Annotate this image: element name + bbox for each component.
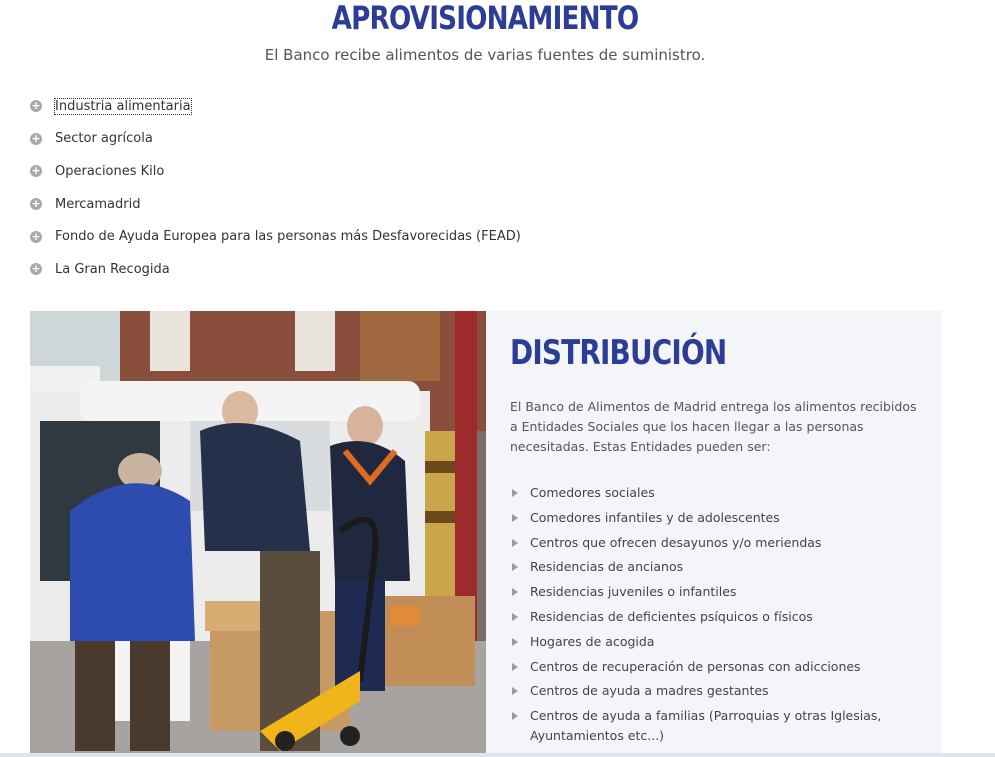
triangle-right-icon: [512, 687, 518, 695]
plus-circle-icon: +: [31, 229, 41, 243]
accordion-item-gran-recogida[interactable]: [30, 253, 730, 286]
accordion-label: Operaciones Kilo: [55, 163, 165, 179]
list-item: Comedores infantiles y de adolescentes: [510, 508, 930, 528]
triangle-right-icon: [512, 588, 518, 596]
accordion-label: Mercamadrid: [55, 196, 141, 212]
list-item: Centros que ofrecen desayunos y/o meriendas: [510, 533, 930, 553]
triangle-right-icon: [512, 712, 518, 720]
aprovisionamiento-title: APROVISIONAMIENTO: [331, 0, 639, 37]
list-item: Residencias de deficientes psíquicos o físicos: [510, 607, 930, 627]
list-item: Residencias de ancianos: [510, 557, 930, 577]
volunteers-photo: [30, 311, 486, 757]
distribucion-title: DISTRIBUCIÓN: [510, 333, 727, 373]
accordion-item-fead[interactable]: [30, 220, 730, 253]
triangle-right-icon: [512, 514, 518, 522]
plus-circle-icon: +: [31, 164, 41, 178]
accordion-label: Industria alimentaria: [55, 98, 191, 114]
list-item: Hogares de acogida: [510, 632, 930, 652]
plus-circle-icon: +: [31, 131, 41, 145]
plus-circle-icon: +: [31, 99, 41, 113]
list-item: Centros de ayuda a madres gestantes: [510, 681, 930, 701]
accordion-label: Sector agrícola: [55, 131, 153, 147]
triangle-right-icon: [512, 539, 518, 547]
window-bottom-edge: [0, 753, 995, 757]
accordion-label: Fondo de Ayuda Europea para las personas más Desfavorecidas (FEAD): [55, 229, 521, 245]
accordion-item-mercamadrid[interactable]: [30, 188, 730, 221]
distribucion-intro: El Banco de Alimentos de Madrid entrega los alimentos recibidos a Entidades Sociales que los hacen llegar a las personas necesitadas. Estas Entidades pueden ser:: [510, 399, 917, 454]
triangle-right-icon: [512, 613, 518, 621]
aprovisionamiento-subtitle: El Banco recibe alimentos de varias fuentes de suministro.: [264, 46, 706, 64]
plus-circle-icon: +: [31, 197, 41, 211]
list-item: Centros de recuperación de personas con adicciones: [510, 657, 930, 677]
plus-circle-icon: +: [31, 262, 41, 276]
supply-accordion: [30, 90, 730, 286]
accordion-item-sector-agricola[interactable]: [30, 123, 730, 156]
accordion-item-operaciones-kilo[interactable]: [30, 155, 730, 188]
accordion-label: La Gran Recogida: [55, 261, 170, 277]
list-item: Residencias juveniles o infantiles: [510, 582, 930, 602]
list-item: Centros de ayuda a familias (Parroquias y otras Iglesias, Ayuntamientos etc...): [510, 706, 930, 746]
triangle-right-icon: [512, 638, 518, 646]
triangle-right-icon: [512, 489, 518, 497]
distribucion-section: [30, 311, 942, 757]
entities-list: [510, 483, 930, 751]
triangle-right-icon: [512, 663, 518, 671]
triangle-right-icon: [512, 563, 518, 571]
accordion-item-industria[interactable]: [30, 90, 730, 123]
volunteers-photo-illustration: [30, 311, 486, 757]
list-item: Comedores sociales: [510, 483, 930, 503]
